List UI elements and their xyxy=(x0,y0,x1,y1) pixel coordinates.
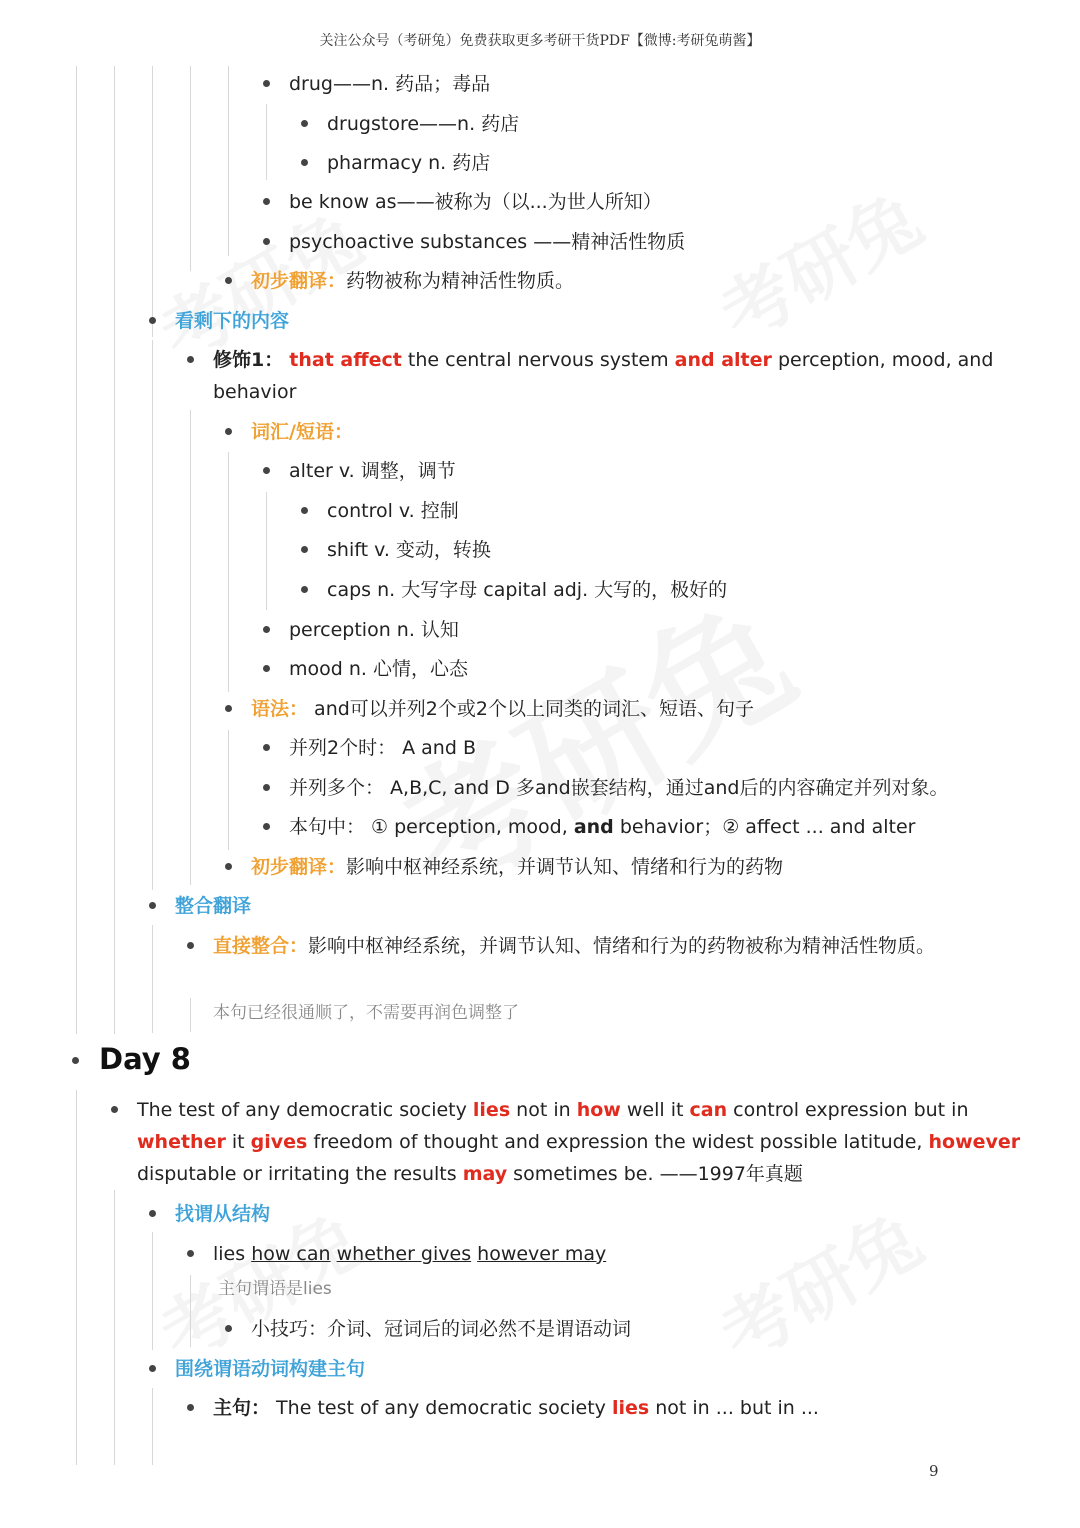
page-header: 关注公众号（考研兔）免费获取更多考研干货PDF【微博:考研兔萌酱】 xyxy=(319,33,761,49)
modifier-1 xyxy=(213,344,1003,408)
section-heading: 看剩下的内容 xyxy=(175,310,290,332)
text: the central nervous system xyxy=(401,349,675,371)
text: The test of any democratic society xyxy=(137,1099,473,1121)
predicate-list xyxy=(213,1238,606,1270)
bullet xyxy=(263,467,270,474)
vocab-alter: alter v. 调整，调节 xyxy=(289,460,456,482)
text: behavior；② affect ... and alter xyxy=(613,816,916,838)
translation-text: 影响中枢神经系统，并调节认知、情绪和行为的药物 xyxy=(346,856,784,878)
vocab-perception: perception n. 认知 xyxy=(289,619,459,641)
modifier-label: 修饰1： xyxy=(213,349,284,371)
text: The test of any democratic society xyxy=(270,1397,612,1419)
indent-guide xyxy=(114,1190,115,1465)
text: 本句中： ① perception, mood, xyxy=(289,816,574,838)
grammar-two: 并列2个时： A and B xyxy=(289,737,476,759)
bullet xyxy=(263,80,270,87)
section-heading: 围绕谓语动词构建主句 xyxy=(175,1358,366,1380)
predicate: how xyxy=(576,1099,621,1121)
text: well it xyxy=(620,1099,690,1121)
bullet xyxy=(263,823,270,830)
indent-guide xyxy=(114,66,115,1034)
indent-guide xyxy=(152,340,153,890)
indent-guide xyxy=(152,1232,153,1350)
predicate-pair: whether gives xyxy=(336,1243,472,1265)
text: disputable or irritating the results xyxy=(137,1163,463,1185)
bullet xyxy=(301,120,308,127)
direct-note: 本句已经很通顺了，不需要再润色调整了 xyxy=(213,1003,519,1023)
text: not in xyxy=(510,1099,577,1121)
direct-label: 直接整合： xyxy=(213,935,309,957)
bullet xyxy=(263,665,270,672)
predicate: gives xyxy=(250,1131,308,1153)
predicate-note: 主句谓语是lies xyxy=(218,1279,332,1299)
vocab-control: control v. 控制 xyxy=(327,500,459,522)
section-heading: 找谓从结构 xyxy=(175,1203,271,1225)
bullet xyxy=(149,1365,156,1372)
predicate: can xyxy=(689,1099,728,1121)
main-clause xyxy=(213,1392,819,1424)
vocab-drug: drug——n. 药品；毒品 xyxy=(289,73,491,95)
grammar-note xyxy=(251,693,754,725)
predicate: lies xyxy=(611,1397,650,1419)
translation-label: 初步翻译： xyxy=(251,856,347,878)
bullet xyxy=(301,159,308,166)
vocab-be-known-as: be know as——被称为（以...为世人所知） xyxy=(289,191,662,213)
bullet xyxy=(225,428,232,435)
bullet xyxy=(149,902,156,909)
indent-guide xyxy=(228,730,229,850)
exam-sentence xyxy=(137,1094,1037,1190)
vocab-drugstore: drugstore——n. 药店 xyxy=(327,113,520,135)
translation-text: 药物被称为精神活性物质。 xyxy=(346,270,575,292)
bullet xyxy=(111,1106,118,1113)
indent-guide xyxy=(76,66,77,1034)
bullet xyxy=(301,586,308,593)
indent-guide xyxy=(152,1388,153,1465)
highlight: and alter xyxy=(674,349,772,371)
bullet xyxy=(187,942,194,949)
grammar-label: 语法： xyxy=(251,698,309,720)
translation-label: 初步翻译： xyxy=(251,270,347,292)
text: perception, mood, and behavior xyxy=(213,349,994,403)
bullet xyxy=(149,1210,156,1217)
predicate: however xyxy=(928,1131,1021,1153)
indent-guide xyxy=(152,66,153,337)
text: sometimes be. ——1997年真题 xyxy=(507,1163,803,1185)
bullet xyxy=(225,705,232,712)
section-heading: 整合翻译 xyxy=(175,895,252,917)
bullet xyxy=(225,863,232,870)
vocab-mood: mood n. 心情，心态 xyxy=(289,658,468,680)
indent-guide xyxy=(152,925,153,1033)
bullet xyxy=(72,1057,79,1064)
day-heading: Day 8 xyxy=(99,1042,191,1076)
watermark xyxy=(698,163,937,361)
predicate-pair: how can xyxy=(251,1243,331,1265)
bold-and: and xyxy=(573,816,614,838)
indent-guide xyxy=(228,66,229,256)
direct-text: 影响中枢神经系统，并调节认知、情绪和行为的药物被称为精神活性物质。 xyxy=(308,935,936,957)
bullet xyxy=(301,507,308,514)
predicate: lies xyxy=(472,1099,511,1121)
text: it xyxy=(225,1131,251,1153)
indent-guide xyxy=(190,1275,191,1347)
bullet xyxy=(187,356,194,363)
vocab-psychoactive: psychoactive substances ——精神活性物质 xyxy=(289,231,686,253)
grammar-text: and可以并列2个或2个以上同类的词汇、短语、句子 xyxy=(308,698,754,720)
indent-guide xyxy=(190,66,191,271)
bullet xyxy=(263,784,270,791)
initial-translation-2 xyxy=(251,851,783,883)
tip: 小技巧：介词、冠词后的词必然不是谓语动词 xyxy=(251,1318,632,1340)
grammar-many: 并列多个： A,B,C, and D 多and嵌套结构，通过and后的内容确定并列对象。 xyxy=(289,777,949,799)
bullet xyxy=(263,198,270,205)
highlight: that affect xyxy=(289,349,402,371)
indent-guide xyxy=(76,1090,77,1465)
vocab-caps: caps n. 大写字母 capital adj. 大写的，极好的 xyxy=(327,579,728,601)
bullet xyxy=(263,744,270,751)
initial-translation-1 xyxy=(251,265,574,297)
bullet xyxy=(301,546,308,553)
predicate: may xyxy=(462,1163,508,1185)
vocab-shift: shift v. 变动，转换 xyxy=(327,539,491,561)
indent-guide xyxy=(266,104,267,180)
watermark xyxy=(698,1183,937,1381)
bullet xyxy=(225,277,232,284)
indent-guide xyxy=(228,452,229,692)
predicate-main: lies xyxy=(213,1243,252,1265)
predicate-pair: however may xyxy=(477,1243,607,1265)
indent-guide xyxy=(190,998,191,1032)
vocab-pharmacy: pharmacy n. 药店 xyxy=(327,152,491,174)
bullet xyxy=(263,238,270,245)
bullet xyxy=(225,1325,232,1332)
bullet xyxy=(149,317,156,324)
text: freedom of thought and expression the widest possible latitude, xyxy=(307,1131,929,1153)
bullet xyxy=(187,1404,194,1411)
direct-combination xyxy=(213,930,1013,962)
text: not in ... but in ... xyxy=(649,1397,819,1419)
predicate: whether xyxy=(137,1131,226,1153)
page-number: 9 xyxy=(929,1462,939,1480)
bullet xyxy=(263,626,270,633)
text: control expression but in xyxy=(727,1099,969,1121)
main-label: 主句： xyxy=(213,1397,271,1419)
indent-guide xyxy=(190,410,191,885)
grammar-here xyxy=(289,811,915,843)
indent-guide xyxy=(266,492,267,610)
vocab-heading: 词汇/短语： xyxy=(251,421,353,443)
bullet xyxy=(187,1250,194,1257)
